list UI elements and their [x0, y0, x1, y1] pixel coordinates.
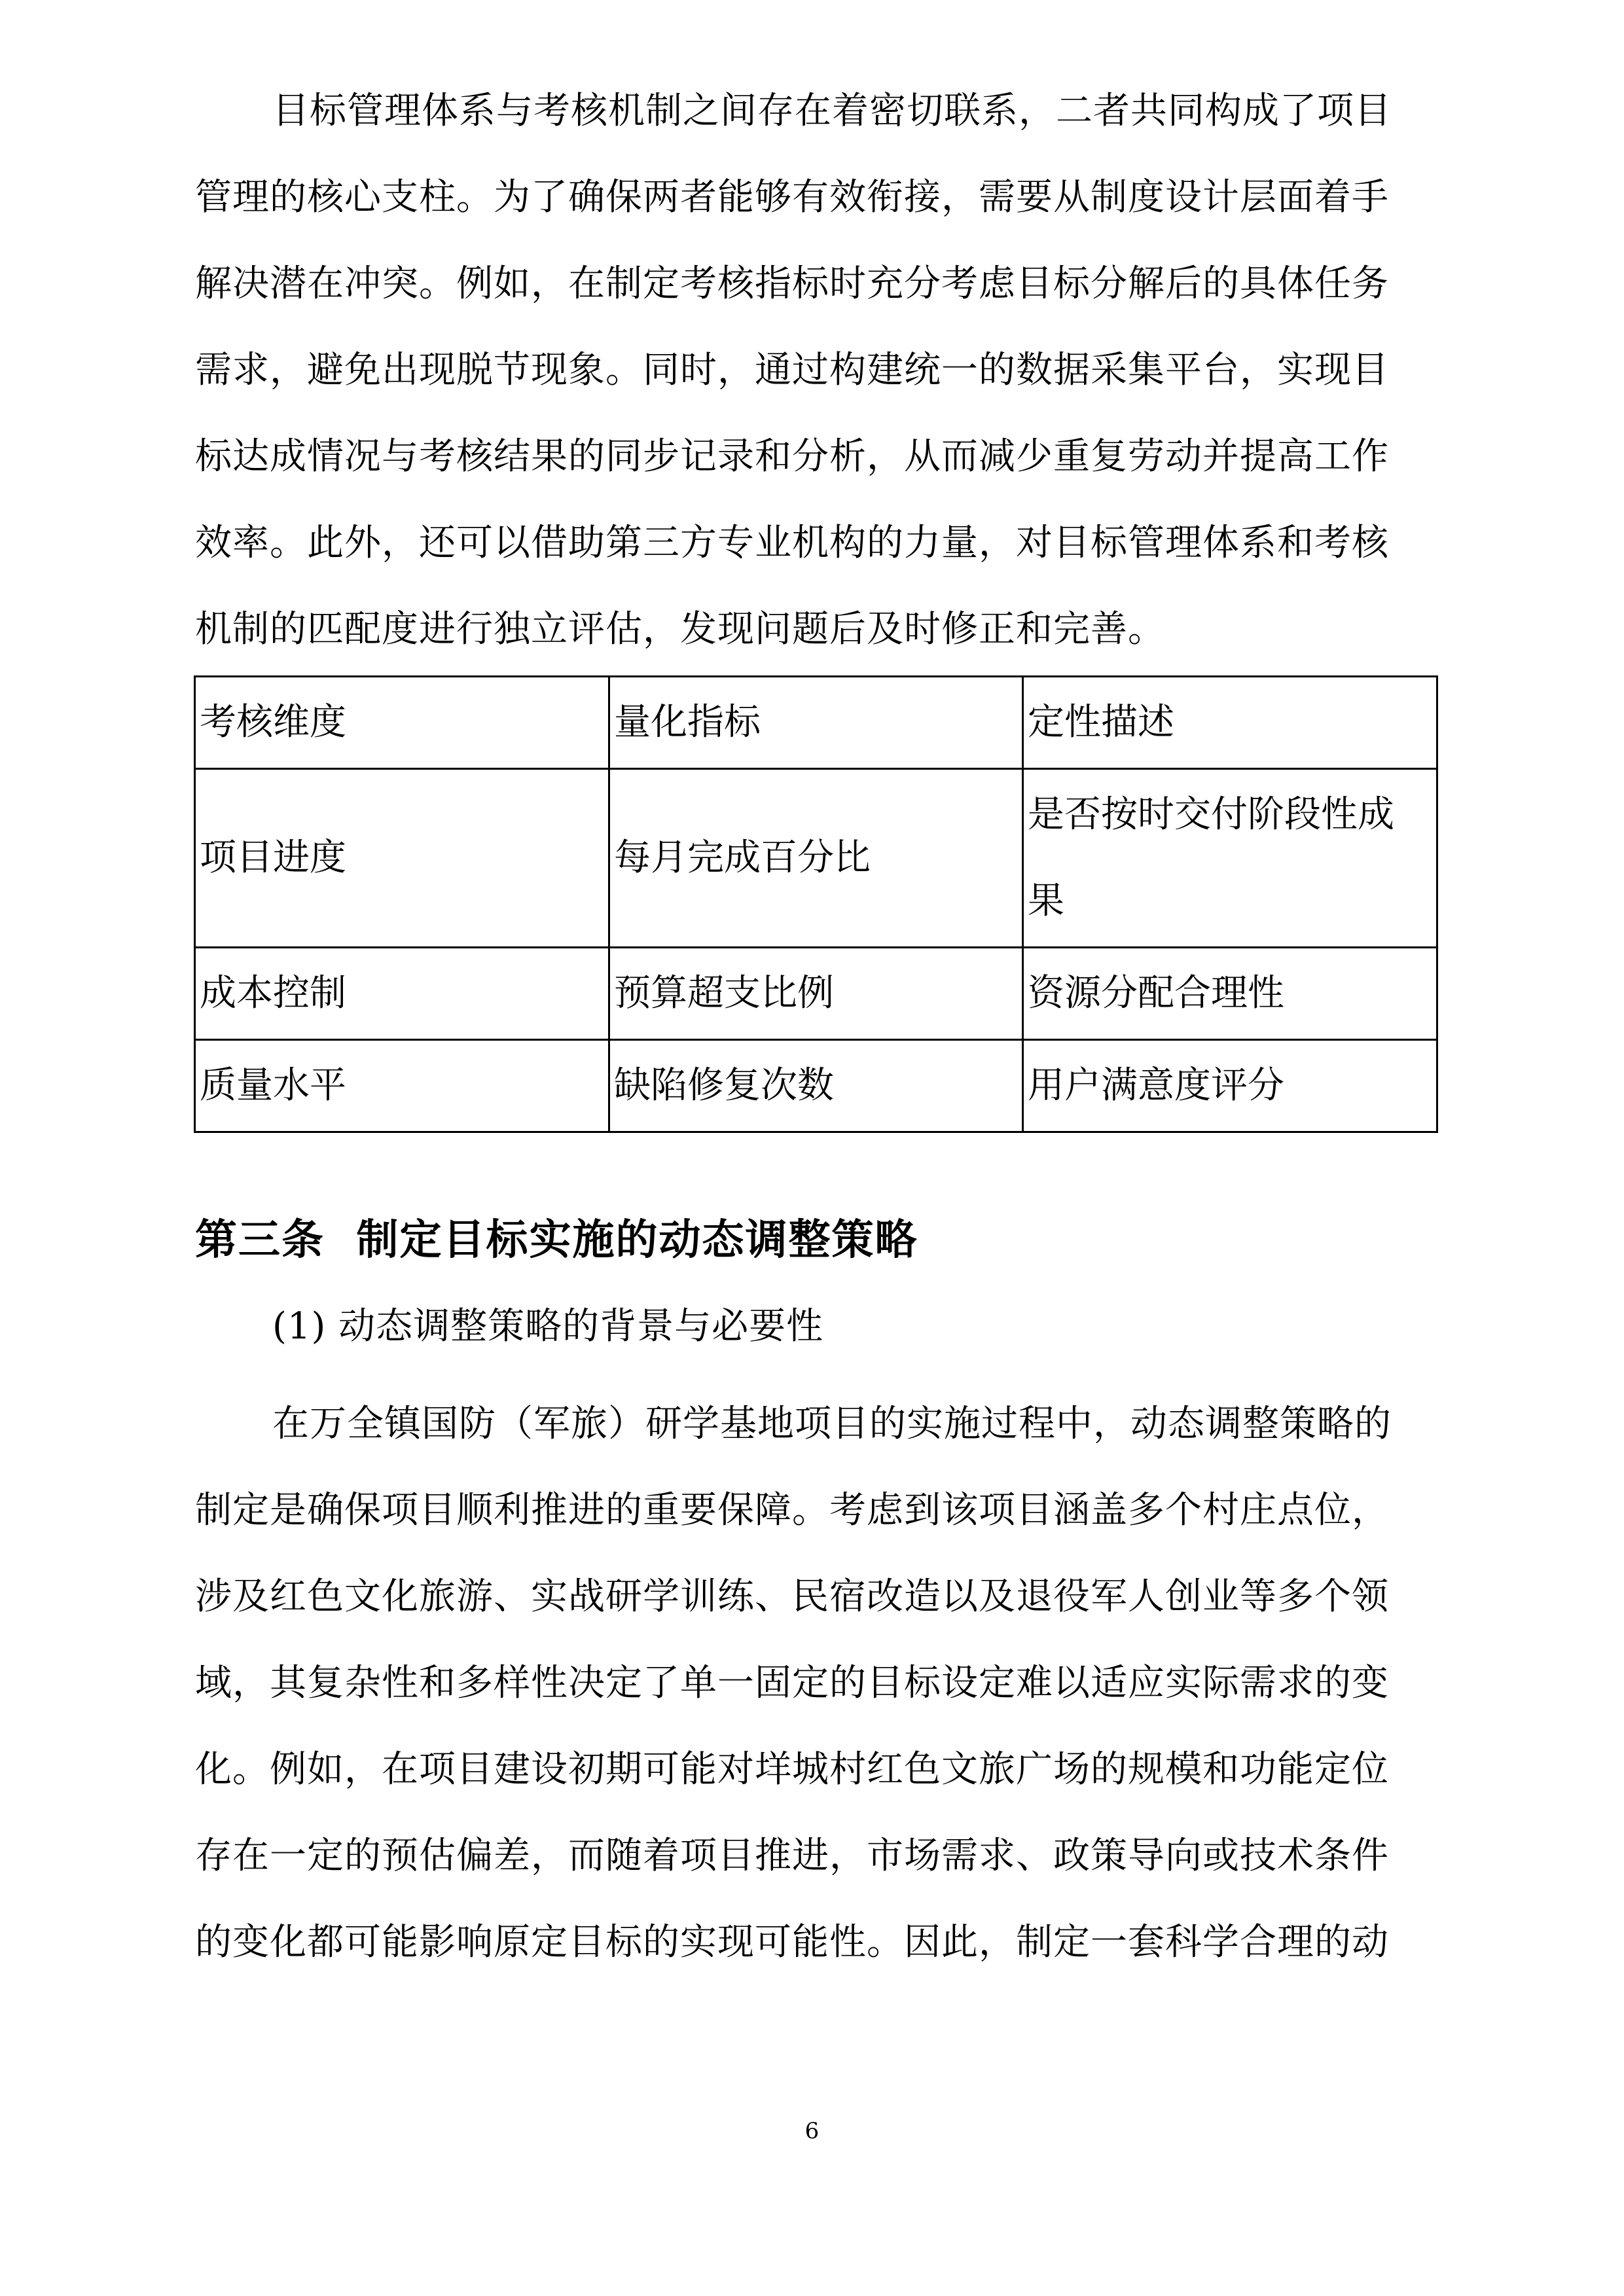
paragraph-line: 解决潜在冲突。例如，在制定考核指标时充分考虑目标分解后的具体任务	[195, 262, 1389, 305]
table-cell: 质量水平	[195, 1040, 609, 1132]
paragraph-line: 在万全镇国防（军旅）研学基地项目的实施过程中，动态调整策略的	[272, 1403, 1392, 1445]
table-cell: 用户满意度评分	[1023, 1040, 1437, 1132]
paragraph-line: 化。例如，在项目建设初期可能对垟城村红色文旅广场的规模和功能定位	[195, 1748, 1389, 1791]
table-cell: 成本控制	[195, 948, 609, 1040]
table-cell: 预算超支比例	[609, 948, 1023, 1040]
paragraph-line: 制定是确保项目顺利推进的重要保障。考虑到该项目涵盖多个村庄点位，	[195, 1489, 1389, 1532]
page-number: 6	[804, 2118, 820, 2144]
table-row	[195, 948, 1437, 1040]
paragraph-line: 机制的匹配度进行独立评估，发现问题后及时修正和完善。	[195, 608, 1165, 651]
body-paragraph	[195, 68, 1432, 673]
body-paragraph	[195, 1381, 1432, 1986]
paragraph-line: 的变化都可能影响原定目标的实现可能性。因此，制定一套科学合理的动	[195, 1921, 1389, 1964]
table-row	[195, 1040, 1437, 1132]
table-header-cell: 量化指标	[609, 677, 1023, 769]
table-cell-line: 是否按时交付阶段性成	[1028, 793, 1394, 836]
table-row	[195, 769, 1437, 948]
subsection-heading: (1) 动态调整策略的背景与必要性	[272, 1305, 824, 1348]
paragraph-line: 效率。此外，还可以借助第三方专业机构的力量，对目标管理体系和考核	[195, 522, 1389, 564]
paragraph-line: 需求，避免出现脱节现象。同时，通过构建统一的数据采集平台，实现目	[195, 349, 1389, 391]
table-cell: 缺陷修复次数	[609, 1040, 1023, 1132]
table-cell	[1023, 769, 1437, 948]
table-header-cell: 考核维度	[195, 677, 609, 769]
paragraph-line: 标达成情况与考核结果的同步记录和分析，从而减少重复劳动并提高工作	[195, 435, 1389, 478]
paragraph-line: 域，其复杂性和多样性决定了单一固定的目标设定难以适应实际需求的变	[195, 1662, 1389, 1704]
section-heading: 第三条 制定目标实施的动态调整策略	[195, 1216, 918, 1265]
table-header-cell: 定性描述	[1023, 677, 1437, 769]
table-cell: 项目进度	[195, 769, 609, 948]
paragraph-line: 目标管理体系与考核机制之间存在着密切联系，二者共同构成了项目	[272, 90, 1392, 132]
paragraph-line: 存在一定的预估偏差，而随着项目推进，市场需求、政策导向或技术条件	[195, 1835, 1389, 1877]
paragraph-line: 涉及红色文化旅游、实战研学训练、民宿改造以及退役军人创业等多个领	[195, 1575, 1389, 1618]
paragraph-line: 管理的核心支柱。为了确保两者能够有效衔接，需要从制度设计层面着手	[195, 176, 1389, 219]
table-header-row	[195, 677, 1437, 769]
table-cell-line: 果	[1028, 880, 1064, 922]
assessment-table	[194, 675, 1438, 1133]
table-cell: 资源分配合理性	[1023, 948, 1437, 1040]
table-cell: 每月完成百分比	[609, 769, 1023, 948]
